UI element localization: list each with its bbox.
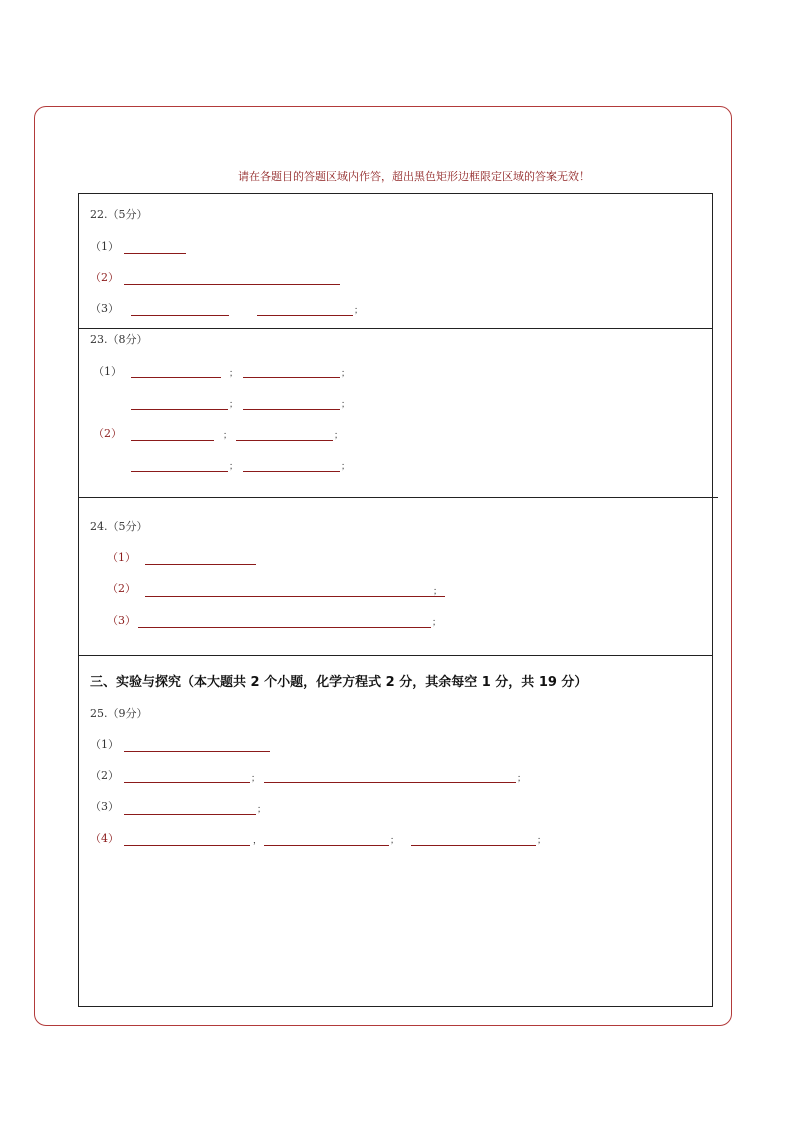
- q23-sep-1b: ；: [341, 369, 351, 379]
- q25-blank-4b[interactable]: [264, 845, 389, 846]
- q25-blank-2b[interactable]: [264, 782, 516, 783]
- q25-sep-3: ；: [257, 805, 267, 815]
- q23-blank-2b[interactable]: [236, 440, 333, 441]
- q22-blank-3b[interactable]: [257, 315, 353, 316]
- q24-blank-3[interactable]: [138, 627, 431, 628]
- divider-23-24: [78, 497, 718, 498]
- q25-blank-4c[interactable]: [411, 845, 536, 846]
- q22-label-1: （1）: [90, 240, 119, 253]
- q23-sep-2a: ；: [223, 431, 233, 441]
- q25-sep-4c: ；: [537, 836, 547, 846]
- q22-blank-1[interactable]: [124, 253, 186, 254]
- q25-blank-3[interactable]: [124, 814, 256, 815]
- q22-label-3: （3）: [90, 302, 119, 315]
- q23-blank-2c[interactable]: [131, 471, 228, 472]
- q25-blank-1[interactable]: [124, 751, 270, 752]
- q25-label-4: （4）: [90, 832, 119, 845]
- q23-sep-2c: ；: [229, 462, 239, 472]
- q25-sep-2b: ；: [517, 774, 527, 784]
- q23-sep-2b: ；: [334, 431, 344, 441]
- q22-blank-2[interactable]: [124, 284, 340, 285]
- q23-sep-1a: ；: [229, 369, 239, 379]
- q23-label-1: （1）: [93, 365, 122, 378]
- q23-blank-1d[interactable]: [243, 409, 340, 410]
- q23-blank-2a[interactable]: [131, 440, 214, 441]
- q25-comma-4: ，: [253, 836, 263, 846]
- q25-label-2: （2）: [90, 769, 119, 782]
- q23-label-2: （2）: [93, 427, 122, 440]
- q23-blank-1a[interactable]: [131, 377, 221, 378]
- q25-sep-2a: ；: [251, 774, 261, 784]
- section3-title: 三、实验与探究（本大题共 2 个小题，化学方程式 2 分，其余每空 1 分，共 19 分）: [90, 675, 588, 690]
- divider-22-23: [78, 328, 713, 329]
- q22-blank-3a[interactable]: [131, 315, 229, 316]
- q23-blank-1b[interactable]: [243, 377, 340, 378]
- q25-blank-4a[interactable]: [124, 845, 250, 846]
- q24-label-3: （3）: [107, 614, 136, 627]
- q24-sep-3: ；: [432, 618, 442, 628]
- q22-sep-3: ；: [354, 306, 364, 316]
- q24-label-2: （2）: [107, 582, 136, 595]
- answer-area-notice: 请在各题目的答题区域内作答，超出黑色矩形边框限定区域的答案无效！: [238, 170, 590, 183]
- q22-title: 22.（5分）: [90, 208, 148, 221]
- q24-blank-2[interactable]: [145, 596, 445, 597]
- q25-blank-2a[interactable]: [124, 782, 250, 783]
- q25-title: 25.（9分）: [90, 707, 148, 720]
- q22-label-2: （2）: [90, 271, 119, 284]
- q23-blank-1c[interactable]: [131, 409, 228, 410]
- q24-label-1: （1）: [107, 551, 136, 564]
- q25-label-1: （1）: [90, 738, 119, 751]
- q23-sep-1d: ；: [341, 400, 351, 410]
- divider-24-section3: [78, 655, 713, 656]
- q24-sep-2: ；: [433, 587, 443, 597]
- q23-sep-1c: ；: [229, 400, 239, 410]
- q23-title: 23.（8分）: [90, 333, 148, 346]
- q24-title: 24.（5分）: [90, 520, 148, 533]
- q25-sep-4b: ；: [390, 836, 400, 846]
- q24-blank-1[interactable]: [145, 564, 256, 565]
- q25-label-3: （3）: [90, 800, 119, 813]
- q23-blank-2d[interactable]: [243, 471, 340, 472]
- q23-sep-2d: ；: [341, 462, 351, 472]
